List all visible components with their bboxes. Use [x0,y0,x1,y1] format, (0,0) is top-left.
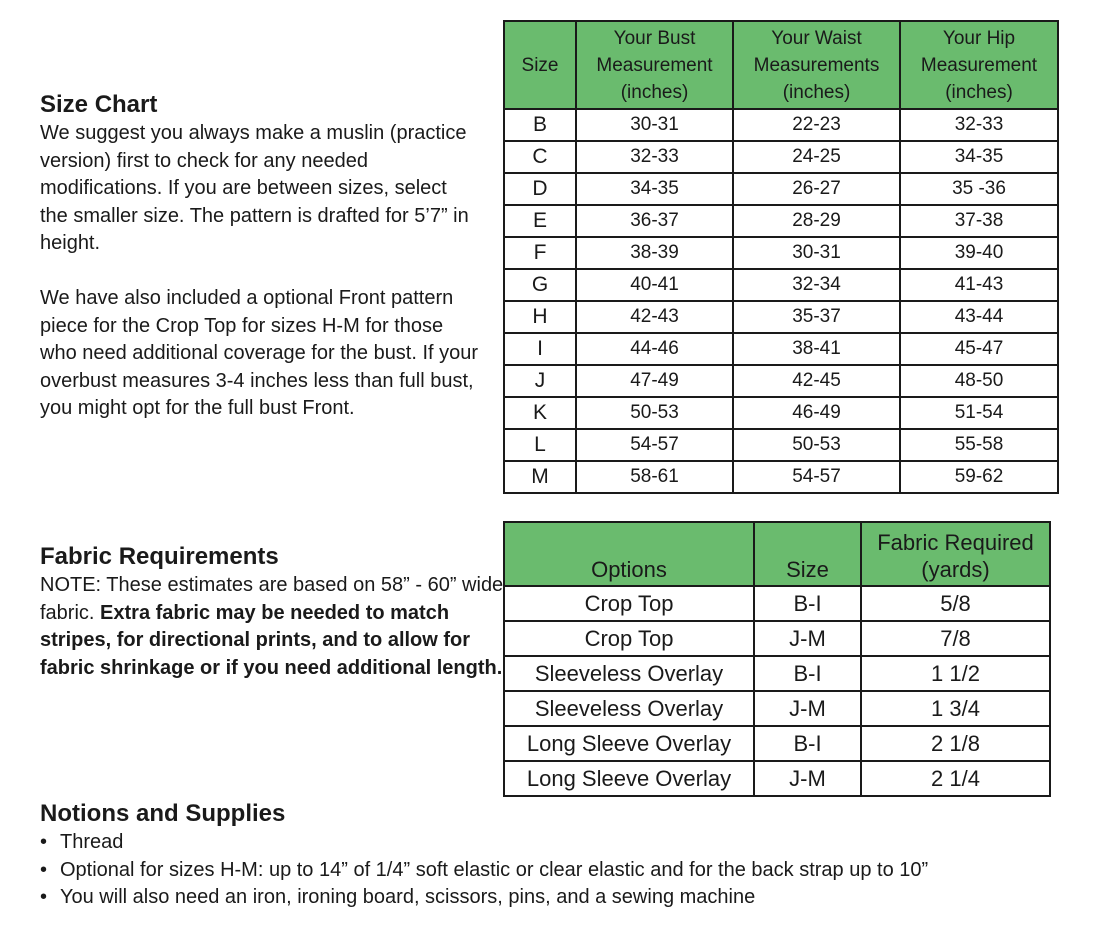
size-chart-table [503,20,1059,494]
size-chart-cell: 43-44 [900,301,1058,333]
size-chart-cell: 54-57 [733,461,900,493]
size-chart-cell: 50-53 [733,429,900,461]
size-chart-cell: M [504,461,576,493]
fabric-cell: B-I [754,726,861,761]
size-chart-table-body [504,109,1058,493]
bullet-icon: • [40,831,48,853]
size-chart-cell: J [504,365,576,397]
size-chart-cell: 30-31 [576,109,733,141]
size-chart-note: We have also included a optional Front pattern piece for the Crop Top for sizes H-M for those who need additional coverage for the bust. If your overbust measures 3-4 inches less than full bust, you might opt for the full bust Front. [40,287,479,419]
size-chart-row [504,173,1058,205]
size-chart-cell: 39-40 [900,237,1058,269]
size-chart-header-row [504,21,1058,109]
size-chart-cell: 58-61 [576,461,733,493]
fabric-row [504,621,1050,656]
fabric-cell: Sleeveless Overlay [504,656,754,691]
bullet-icon: • [40,858,48,881]
size-chart-row [504,109,1058,141]
fabric-cell: Long Sleeve Overlay [504,761,754,796]
fabric-table-body [504,586,1050,796]
size-chart-cell: 54-57 [576,429,733,461]
fabric-row [504,656,1050,691]
notions-item-text: Thread [60,831,124,853]
fabric-cell: Crop Top [504,586,754,621]
size-chart-cell: 55-58 [900,429,1058,461]
fabric-requirements-heading: Fabric Requirements [40,543,279,570]
size-chart-cell: C [504,141,576,173]
size-chart-cell: 41-43 [900,269,1058,301]
fabric-cell: 1 1/2 [861,656,1050,691]
size-chart-cell: 48-50 [900,365,1058,397]
size-chart-cell: 22-23 [733,109,900,141]
notions-list-item [40,857,1100,885]
notions-list [40,829,1100,912]
size-chart-heading: Size Chart [40,91,158,118]
size-chart-cell: 32-33 [576,141,733,173]
size-chart-header-cell: Your Bust Measurement (inches) [576,21,733,109]
size-chart-cell: 40-41 [576,269,733,301]
size-chart-cell: 38-39 [576,237,733,269]
bullet-icon: • [40,886,48,908]
size-chart-header-cell: Your Waist Measurements (inches) [733,21,900,109]
size-chart-cell: 37-38 [900,205,1058,237]
size-chart-cell: D [504,173,576,205]
fabric-header-cell: Options [504,522,754,586]
fabric-header-cell: Fabric Required (yards) [861,522,1050,586]
size-chart-cell: 47-49 [576,365,733,397]
size-chart-row [504,365,1058,397]
fabric-header-cell: Size [754,522,861,586]
size-chart-cell: 34-35 [576,173,733,205]
fabric-row [504,586,1050,621]
size-chart-intro: We suggest you always make a muslin (practice version) first to check for any needed modifications. If you are between sizes, select the smaller size. The pattern is drafted for 5’7” in height. [40,122,469,254]
fabric-row [504,761,1050,796]
size-chart-cell: 42-45 [733,365,900,397]
size-chart-row [504,333,1058,365]
size-chart-cell: 35 -36 [900,173,1058,205]
size-chart-cell: G [504,269,576,301]
fabric-cell: Crop Top [504,621,754,656]
size-chart-table-header [504,21,1058,109]
size-chart-row [504,429,1058,461]
notions-list-item [40,884,1100,912]
size-chart-cell: L [504,429,576,461]
size-chart-cell: E [504,205,576,237]
fabric-cell: B-I [754,586,861,621]
fabric-row [504,726,1050,761]
notions-item-text: Optional for sizes H-M: up to 14” of 1/4” soft elastic or clear elastic and for the back strap up to 10” [60,858,929,881]
size-chart-row [504,269,1058,301]
size-chart-row [504,397,1058,429]
size-chart-header-cell: Your Hip Measurement (inches) [900,21,1058,109]
fabric-cell: 1 3/4 [861,691,1050,726]
size-chart-cell: 46-49 [733,397,900,429]
size-chart-cell: 32-33 [900,109,1058,141]
fabric-header-row [504,522,1050,586]
fabric-requirements-note [40,572,510,682]
fabric-note-bold: Extra fabric may be needed to match stripes, for directional prints, and to allow for fabric shrinkage or if you need additional length. [40,601,503,679]
size-chart-cell: H [504,301,576,333]
size-chart-row [504,461,1058,493]
fabric-cell: 2 1/8 [861,726,1050,761]
notions-item-text: You will also need an iron, ironing board, scissors, pins, and a sewing machine [60,886,756,908]
size-chart-cell: 51-54 [900,397,1058,429]
size-chart-cell: 28-29 [733,205,900,237]
notions-list-item [40,829,1100,857]
fabric-row [504,691,1050,726]
size-chart-cell: 45-47 [900,333,1058,365]
fabric-cell: J-M [754,691,861,726]
size-chart-cell: 32-34 [733,269,900,301]
fabric-cell: Long Sleeve Overlay [504,726,754,761]
size-chart-cell: B [504,109,576,141]
fabric-note-plain: NOTE: These estimates are based on 58” - 60” wide fabric. [40,574,504,624]
size-chart-cell: 36-37 [576,205,733,237]
fabric-cell: B-I [754,656,861,691]
fabric-cell: J-M [754,761,861,796]
size-chart-row [504,237,1058,269]
size-chart-cell: 59-62 [900,461,1058,493]
size-chart-cell: 44-46 [576,333,733,365]
size-chart-row [504,205,1058,237]
fabric-cell: 2 1/4 [861,761,1050,796]
size-chart-cell: F [504,237,576,269]
size-chart-cell: 38-41 [733,333,900,365]
fabric-cell: 5/8 [861,586,1050,621]
notions-heading: Notions and Supplies [40,800,286,827]
fabric-requirements-table [503,521,1051,797]
fabric-table-header [504,522,1050,586]
size-chart-cell: 26-27 [733,173,900,205]
fabric-cell: 7/8 [861,621,1050,656]
size-chart-cell: I [504,333,576,365]
fabric-cell: Sleeveless Overlay [504,691,754,726]
size-chart-header-cell: Size [504,21,576,109]
fabric-cell: J-M [754,621,861,656]
size-chart-cell: 35-37 [733,301,900,333]
size-chart-cell: 42-43 [576,301,733,333]
size-chart-row [504,141,1058,173]
size-chart-row [504,301,1058,333]
size-chart-cell: 50-53 [576,397,733,429]
size-chart-cell: 30-31 [733,237,900,269]
size-chart-cell: 34-35 [900,141,1058,173]
size-chart-cell: 24-25 [733,141,900,173]
size-chart-cell: K [504,397,576,429]
